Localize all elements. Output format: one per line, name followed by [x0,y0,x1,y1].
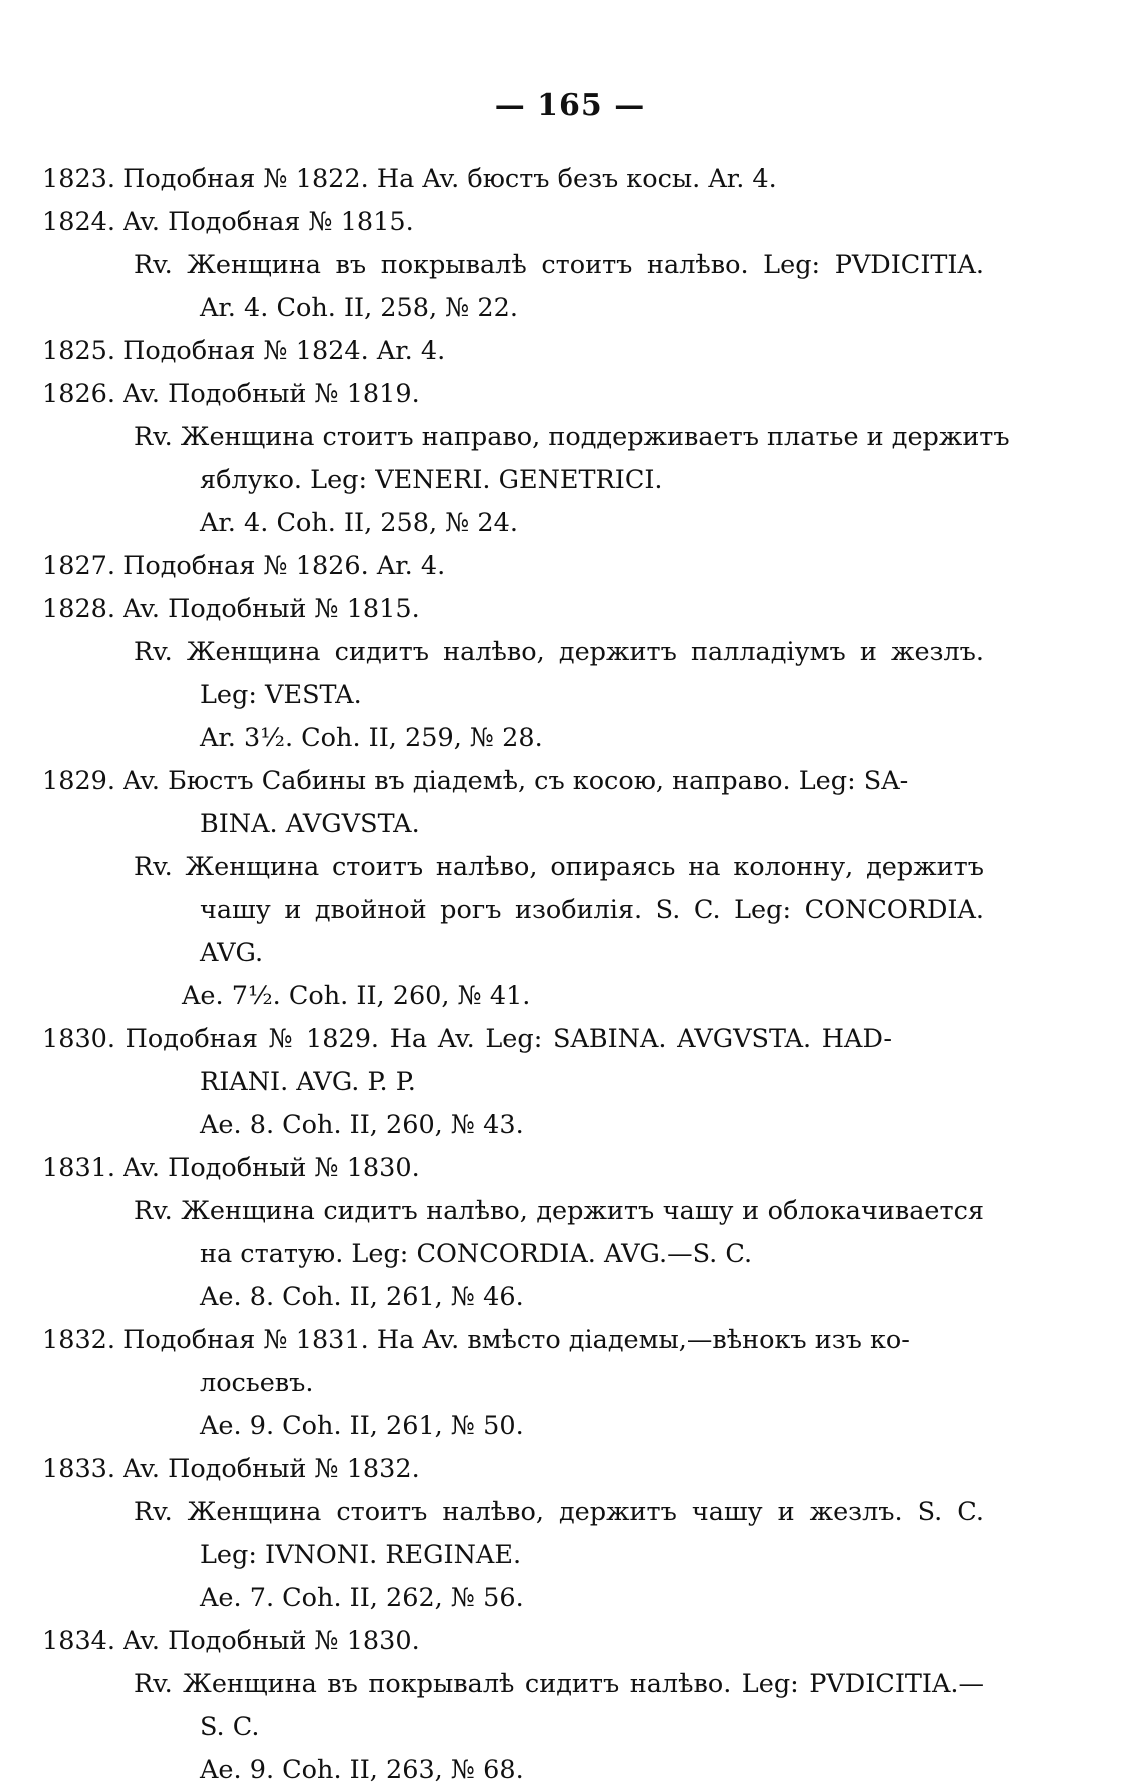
entry-1834-rv-2: S. C. [200,1712,260,1742]
entry-1830: 1830. Подобная № 1829. На Av. Leg: SABINA. AVGVSTA. HAD- [42,1024,892,1054]
entry-1831-rv: Rv. Женщина сидитъ налѣво, держитъ чашу и облокачивается [134,1196,984,1226]
entry-1833: 1833. Av. Подобный № 1832. [42,1454,420,1484]
entry-1828: 1828. Av. Подобный № 1815. [42,594,420,624]
entry-1833-ref: Ae. 7. Coh. II, 262, № 56. [200,1583,524,1613]
entry-1832-ref: Ae. 9. Coh. II, 261, № 50. [200,1411,524,1441]
entry-1828-rv: Rv. Женщина сидитъ налѣво, держитъ палладіумъ и жезлъ. [134,637,984,667]
entry-1829-rv: Rv. Женщина стоитъ налѣво, опираясь на колонну, держитъ [134,852,984,882]
entry-1829-rv-3: AVG. [200,938,264,968]
entry-1829-rv-2: чашу и двойной рогъ изобилія. S. C. Leg: CONCORDIA. [200,895,984,925]
entry-1831: 1831. Av. Подобный № 1830. [42,1153,420,1183]
entry-1826-ref: Ar. 4. Coh. II, 258, № 24. [200,508,518,538]
entry-1834: 1834. Av. Подобный № 1830. [42,1626,420,1656]
entry-1826-rv: Rv. Женщина стоитъ направо, поддерживаетъ платье и держитъ [134,422,1010,452]
entry-1834-ref: Ae. 9. Coh. II, 263, № 68. [200,1755,524,1785]
page-number: — 165 — [494,88,646,123]
entry-1828-ref: Ar. 3½. Coh. II, 259, № 28. [200,723,543,753]
entry-1834-rv: Rv. Женщина въ покрывалѣ сидитъ налѣво. Leg: PVDICITIA.— [134,1669,984,1699]
entry-1832-2: лосьевъ. [200,1368,314,1398]
entry-1826: 1826. Av. Подобный № 1819. [42,379,420,409]
entry-1831-ref: Ae. 8. Coh. II, 261, № 46. [200,1282,524,1312]
entry-1824-rv: Rv. Женщина въ покрывалѣ стоитъ налѣво. Leg: PVDICITIA. [134,250,984,280]
entry-1830-ref: Ae. 8. Coh. II, 260, № 43. [200,1110,524,1140]
entry-1832: 1832. Подобная № 1831. На Av. вмѣсто діадемы,—вѣнокъ изъ ко- [42,1325,910,1355]
entry-1825: 1825. Подобная № 1824. Ar. 4. [42,336,446,366]
entry-1831-rv-2: на статую. Leg: CONCORDIA. AVG.—S. C. [200,1239,753,1269]
entry-1826-rv-2: яблуко. Leg: VENERI. GENETRICI. [200,465,663,495]
entry-1829-2: BINA. AVGVSTA. [200,809,420,839]
entry-1829-ref: Ae. 7½. Coh. II, 260, № 41. [182,981,531,1011]
entry-1823: 1823. Подобная № 1822. На Av. бюстъ безъ косы. Ar. 4. [42,164,777,194]
entry-1829: 1829. Av. Бюстъ Сабины въ діадемѣ, съ косою, направо. Leg: SA- [42,766,909,796]
entry-1824: 1824. Av. Подобная № 1815. [42,207,414,237]
entry-1830-2: RIANI. AVG. P. P. [200,1067,416,1097]
entry-1827: 1827. Подобная № 1826. Ar. 4. [42,551,446,581]
entry-1833-rv-2: Leg: IVNONI. REGINAE. [200,1540,522,1570]
entry-1828-rv-2: Leg: VESTA. [200,680,362,710]
entry-1833-rv: Rv. Женщина стоитъ налѣво, держитъ чашу и жезлъ. S. C. [134,1497,984,1527]
entry-1824-ref: Ar. 4. Coh. II, 258, № 22. [200,293,518,323]
